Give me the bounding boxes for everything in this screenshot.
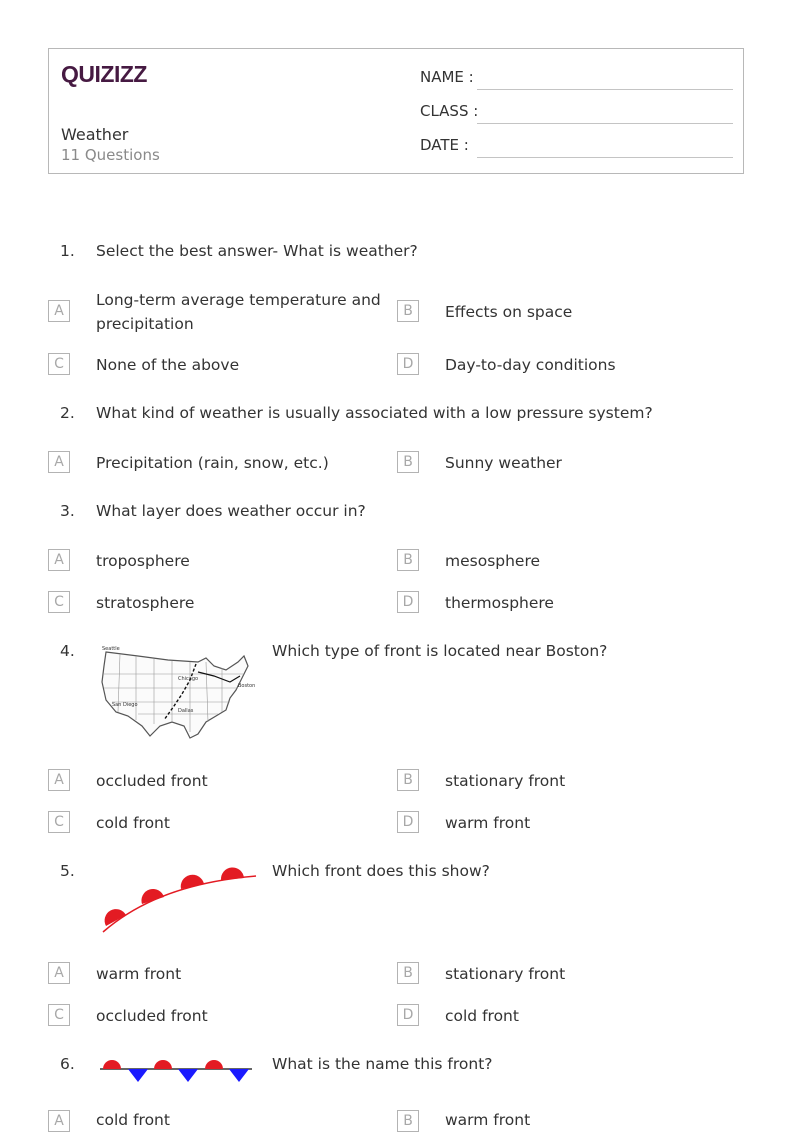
question-text: Select the best answer- What is weather? <box>96 242 418 260</box>
option-letter-box[interactable]: A <box>48 1110 70 1132</box>
date-line[interactable] <box>477 157 733 158</box>
warm-front-symbol <box>98 862 260 942</box>
option-letter-box[interactable]: A <box>48 451 70 473</box>
option-text: Long-term average temperature and precipitation <box>96 291 381 333</box>
map-label-boston: Boston <box>238 683 256 689</box>
option-text: occluded front <box>96 772 208 790</box>
option-letter-box[interactable]: D <box>397 811 419 833</box>
option-letter-box[interactable]: A <box>48 962 70 984</box>
option-letter-box[interactable]: B <box>397 1110 419 1132</box>
question-text: What kind of weather is usually associated with a low pressure system? <box>96 404 653 422</box>
us-weather-map <box>98 642 258 748</box>
option-text: cold front <box>96 1111 170 1129</box>
question-text: Which type of front is located near Boston? <box>272 642 608 660</box>
option-letter-box[interactable]: A <box>48 549 70 571</box>
question-number: 2. <box>60 404 75 422</box>
worksheet-header <box>48 48 744 174</box>
option-text: warm front <box>445 814 531 832</box>
option-text: Sunny weather <box>445 454 562 472</box>
option-text: warm front <box>445 1111 531 1129</box>
class-line[interactable] <box>477 123 733 124</box>
option-text: stationary front <box>445 965 566 983</box>
option-letter-box[interactable]: B <box>397 962 419 984</box>
question-count: 11 Questions <box>61 146 160 164</box>
stationary-front-symbol <box>98 1055 254 1091</box>
option-text: None of the above <box>96 356 240 374</box>
option-text: stationary front <box>445 772 566 790</box>
question-number: 4. <box>60 642 75 660</box>
date-label: DATE : <box>420 136 469 154</box>
option-letter-box[interactable]: C <box>48 1004 70 1026</box>
quizizz-logo <box>61 59 153 93</box>
worksheet-title: Weather <box>61 125 129 144</box>
option-letter-box[interactable]: B <box>397 769 419 791</box>
question-text: What layer does weather occur in? <box>96 502 366 520</box>
name-line[interactable] <box>477 89 733 90</box>
option-text: thermosphere <box>445 594 554 612</box>
option-text: Precipitation (rain, snow, etc.) <box>96 454 329 472</box>
option-letter-box[interactable]: D <box>397 353 419 375</box>
option-letter-box[interactable]: D <box>397 1004 419 1026</box>
question-number: 6. <box>60 1055 75 1073</box>
map-label-dallas: Dallas <box>178 708 194 714</box>
map-label-seattle: Seattle <box>102 646 120 652</box>
option-letter-box[interactable]: C <box>48 591 70 613</box>
map-label-san-diego: San Diego <box>112 702 138 708</box>
question-number: 5. <box>60 862 75 880</box>
question-number: 1. <box>60 242 75 260</box>
option-text: warm front <box>96 965 182 983</box>
name-label: NAME : <box>420 68 474 86</box>
option-letter-box[interactable]: B <box>397 451 419 473</box>
map-label-chicago: Chicago <box>178 676 199 682</box>
svg-text:QUIZIZZ: QUIZIZZ <box>61 61 147 87</box>
option-text: cold front <box>96 814 170 832</box>
option-letter-box[interactable]: D <box>397 591 419 613</box>
option-text: stratosphere <box>96 594 195 612</box>
option-text: cold front <box>445 1007 519 1025</box>
option-text: mesosphere <box>445 552 541 570</box>
option-letter-box[interactable]: A <box>48 300 70 322</box>
option-text: Day-to-day conditions <box>445 356 616 374</box>
option-letter-box[interactable]: B <box>397 549 419 571</box>
question-text: What is the name this front? <box>272 1055 493 1073</box>
option-text: occluded front <box>96 1007 208 1025</box>
option-letter-box[interactable]: A <box>48 769 70 791</box>
option-letter-box[interactable]: B <box>397 300 419 322</box>
option-letter-box[interactable]: C <box>48 353 70 375</box>
class-label: CLASS : <box>420 102 479 120</box>
option-letter-box[interactable]: C <box>48 811 70 833</box>
option-text: troposphere <box>96 552 190 570</box>
option-text: Effects on space <box>445 303 573 321</box>
question-text: Which front does this show? <box>272 862 490 880</box>
question-number: 3. <box>60 502 75 520</box>
